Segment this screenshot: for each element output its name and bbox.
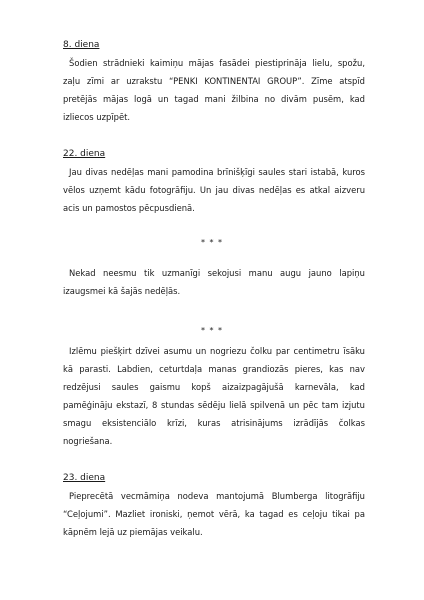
entry-heading: 8. diena — [63, 40, 100, 50]
entry-text: Šodien strādnieki kaimiņu mājas fasādei piestiprināja lielu, spožu, zaļu zīmi ar uzrakstu “PENKI KONTINENTAI GROUP”. Zīme atspīd pretējās mājas logā un tagad mani žilbina no divām pusēm, kad izliecos uzpīpēt. — [63, 58, 365, 122]
entry-fringe — [63, 342, 365, 450]
entry-heading: 23. diena — [63, 473, 106, 483]
section-separator: * * * — [200, 326, 224, 335]
entry-text: Pieprecētā vecmāmiņa nodeva mantojumā Blumberga litogrāfiju “Ceļojumi”. Mazliet ironiski, ņemot vērā, ka tagad es ceļoju tikai pa kāpnēm lejā uz piemājas veikalu. — [63, 491, 365, 537]
entry-text: Izlēmu piešķirt dzīvei asumu un nogriezu čolku par centimetru īsāku kā parasti. Labdien, ceturtdaļa manas grandiozās pieres, kas nav redzējusi saules gaismu kopš aizaizpagājušā karnevāla, kad pamēģināju ekstazī, 8 stundas sēdēju lielā spilvenā un pēc tam izjutu smagu eksistenciālo krīzi, kuras atrisinājums izrādījās čolkas nogriešana. — [63, 346, 365, 446]
entry-day-22 — [63, 145, 365, 217]
entry-text: Nekad neesmu tik uzmanīgi sekojusi manu augu jauno lapiņu izaugsmei kā šajās nedēļās. — [63, 268, 365, 296]
entry-plants — [63, 264, 365, 300]
entry-day-8 — [63, 36, 365, 126]
entry-text: Jau divas nedēļas mani pamodina brīnišķīgi saules stari istabā, kuros vēlos uzņemt kādu fotogrāfiju. Un jau divas nedēļas es atkal aizveru acis un pamostos pēcpusdienā. — [63, 167, 365, 213]
section-separator: * * * — [200, 238, 224, 247]
entry-heading: 22. diena — [63, 149, 106, 159]
entry-day-23 — [63, 469, 365, 541]
